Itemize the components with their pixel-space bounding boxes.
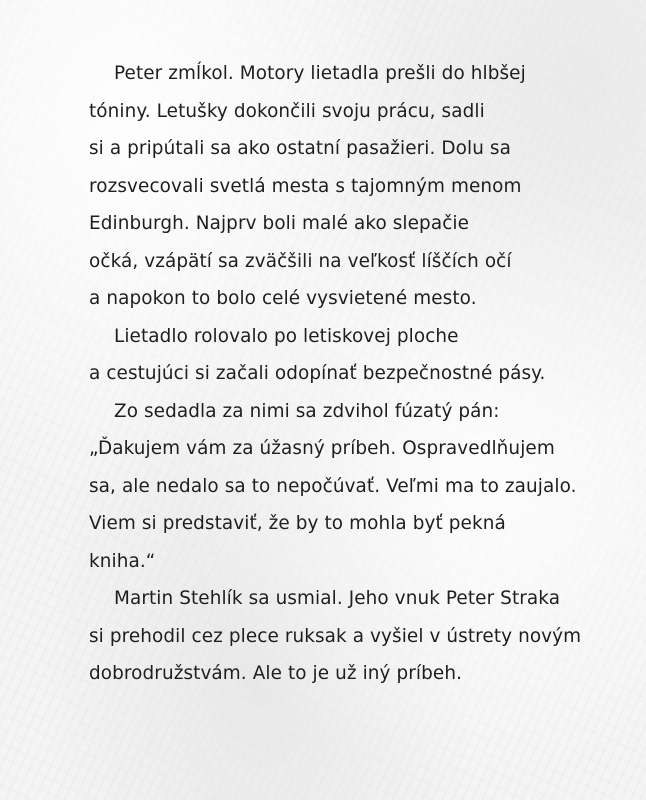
text-line: a cestujúci si začali odopínať bezpečnostné pásy.	[89, 363, 546, 384]
text-line: Peter zmĺkol. Motory lietadla prešli do hlbšej	[114, 63, 526, 84]
text-line: Zo sedadla za nimi sa zdvihol fúzatý pán:	[114, 400, 500, 422]
text-line: si a pripútali sa ako ostatní pasažieri. Dolu sa	[89, 138, 511, 159]
text-line: Viem si predstaviť, že by to mohla byť pekná	[89, 513, 506, 534]
text-line: Edinburgh. Najprv boli malé ako slepačie	[89, 213, 470, 234]
text-line: Lietadlo rolovalo po letiskovej ploche	[114, 325, 459, 347]
text-line: tóniny. Letušky dokončili svoju prácu, sadli	[89, 100, 485, 122]
text-line: sa, ale nedalo sa to nepočúvať. Veľmi ma to zaujalo.	[89, 475, 577, 497]
text-line: rozsvecovali svetlá mesta s tajomným menom	[89, 175, 522, 197]
text-line: dobrodružstvám. Ale to je už iný príbeh.	[89, 663, 463, 684]
text-line: kniha.“	[89, 550, 156, 572]
text-line: si prehodil cez plece ruksak a vyšiel v ústrety novým	[89, 625, 582, 647]
text-line: „Ďakujem vám za úžasný príbeh. Ospravedlňujem	[89, 438, 555, 459]
text-line: a napokon to bolo celé vysvietené mesto.	[89, 288, 477, 309]
text-line: Martin Stehlík sa usmial. Jeho vnuk Peter Straka	[114, 588, 561, 609]
story-text	[89, 55, 637, 693]
text-line: očká, vzápätí sa zväčšili na veľkosť líščích očí	[89, 250, 512, 272]
